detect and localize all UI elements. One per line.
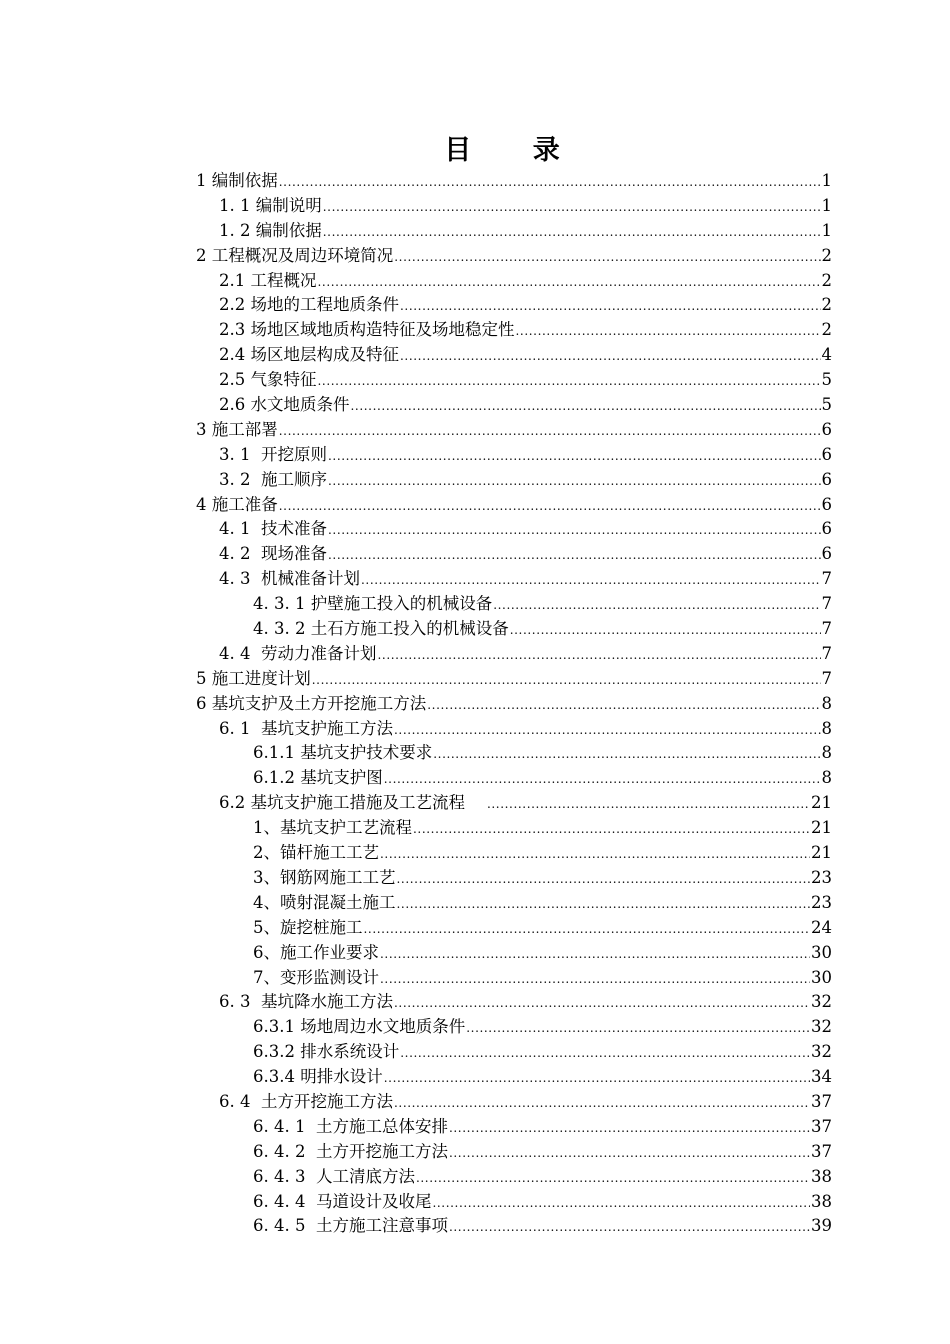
toc-entry[interactable] bbox=[0, 567, 950, 592]
toc-entry-label: 6. 4. 5 土方施工注意事项 bbox=[253, 1216, 448, 1236]
toc-entry-page-number: 23 bbox=[811, 867, 832, 887]
toc-dot-leader bbox=[377, 643, 820, 668]
toc-entry-page-number: 21 bbox=[811, 843, 832, 863]
toc-entry[interactable] bbox=[0, 418, 950, 443]
toc-entry-label: 2.3 场地区域地质构造特征及场地稳定性 bbox=[219, 320, 515, 340]
toc-entry-label: 1. 1 编制说明 bbox=[219, 195, 322, 215]
toc-entry[interactable] bbox=[0, 1165, 950, 1190]
toc-entry[interactable] bbox=[0, 841, 950, 866]
toc-dot-leader bbox=[328, 518, 821, 543]
toc-entry-page-number: 8 bbox=[821, 768, 832, 788]
toc-entry[interactable] bbox=[0, 642, 950, 667]
toc-dot-leader bbox=[413, 817, 810, 842]
toc-entry-page-number: 8 bbox=[821, 718, 832, 738]
toc-dot-leader bbox=[394, 245, 820, 270]
toc-entry-page-number: 38 bbox=[811, 1191, 832, 1211]
toc-entry-page-number: 2 bbox=[821, 270, 832, 290]
toc-dot-leader bbox=[397, 867, 811, 892]
toc-entry[interactable] bbox=[0, 443, 950, 468]
toc-entry-label: 3. 1 开挖原则 bbox=[219, 444, 327, 464]
toc-entry-label: 6、施工作业要求 bbox=[253, 942, 379, 962]
toc-dot-leader bbox=[328, 444, 821, 469]
toc-entry[interactable] bbox=[0, 741, 950, 766]
toc-entry-page-number: 4 bbox=[821, 345, 832, 365]
toc-entry-page-number: 1 bbox=[821, 171, 832, 190]
toc-entry-label: 6.3.2 排水系统设计 bbox=[253, 1042, 400, 1062]
toc-entry-page-number: 6 bbox=[821, 494, 832, 514]
toc-dot-leader bbox=[394, 991, 810, 1016]
toc-entry-page-number: 6 bbox=[821, 544, 832, 564]
toc-entry-label: 4、喷射混凝土施工 bbox=[253, 892, 396, 912]
toc-dot-leader bbox=[279, 494, 821, 519]
toc-entry[interactable] bbox=[0, 916, 950, 941]
toc-dot-leader bbox=[493, 593, 820, 618]
toc-entry-label: 6. 4. 3 人工清底方法 bbox=[253, 1166, 415, 1186]
toc-dot-leader bbox=[279, 419, 821, 444]
toc-entry-label: 6. 1 基坑支护施工方法 bbox=[219, 718, 393, 738]
toc-entry-page-number: 24 bbox=[811, 917, 832, 937]
toc-dot-leader bbox=[364, 917, 811, 942]
toc-entry[interactable] bbox=[0, 692, 950, 717]
toc-entry-page-number: 2 bbox=[821, 295, 832, 315]
toc-entry[interactable] bbox=[0, 816, 950, 841]
toc-dot-leader bbox=[328, 469, 821, 494]
toc-entry-label: 4. 1 技术准备 bbox=[219, 519, 327, 539]
toc-entry-page-number: 32 bbox=[811, 1017, 832, 1037]
toc-entry-page-number: 6 bbox=[821, 444, 832, 464]
toc-entry-page-number: 39 bbox=[811, 1216, 832, 1236]
toc-dot-leader bbox=[400, 344, 821, 369]
toc-entry[interactable] bbox=[0, 219, 950, 244]
toc-dot-leader bbox=[312, 668, 821, 693]
toc-entry-label: 6. 4. 1 土方施工总体安排 bbox=[253, 1116, 448, 1136]
toc-entry-label: 6. 4. 4 马道设计及收尾 bbox=[253, 1191, 432, 1211]
toc-dot-leader bbox=[279, 170, 821, 195]
toc-entry[interactable] bbox=[0, 941, 950, 966]
toc-dot-leader bbox=[351, 394, 821, 419]
toc-entry[interactable] bbox=[0, 194, 950, 219]
toc-entry-page-number: 37 bbox=[811, 1141, 832, 1161]
toc-entry[interactable] bbox=[0, 592, 950, 617]
toc-dot-leader bbox=[380, 967, 810, 992]
toc-entry-label: 4. 3 机械准备计划 bbox=[219, 569, 360, 589]
toc-entry[interactable] bbox=[0, 1015, 950, 1040]
toc-dot-leader bbox=[384, 1066, 810, 1091]
toc-dot-leader bbox=[380, 942, 810, 967]
toc-entry-page-number: 7 bbox=[821, 619, 832, 639]
toc-entry-page-number: 1 bbox=[821, 195, 832, 215]
toc-entry-label: 5 施工进度计划 bbox=[196, 668, 311, 688]
toc-entry-label: 6.2 基坑支护施工措施及工艺流程 bbox=[219, 793, 486, 813]
toc-entry-page-number: 23 bbox=[811, 892, 832, 912]
toc-entry-page-number: 5 bbox=[821, 370, 832, 390]
toc-dot-leader bbox=[449, 1116, 810, 1141]
toc-dot-leader bbox=[361, 568, 821, 593]
toc-entry-label: 6.1.1 基坑支护技术要求 bbox=[253, 743, 433, 763]
toc-entry-page-number: 32 bbox=[811, 1042, 832, 1062]
toc-entry-label: 3、钢筋网施工工艺 bbox=[253, 867, 396, 887]
toc-list bbox=[0, 169, 950, 1239]
toc-entry[interactable] bbox=[0, 368, 950, 393]
toc-dot-leader bbox=[400, 1041, 810, 1066]
toc-entry[interactable] bbox=[0, 966, 950, 991]
toc-entry-page-number: 38 bbox=[811, 1166, 832, 1186]
toc-entry-page-number: 8 bbox=[821, 743, 832, 763]
toc-entry-label: 6. 3 基坑降水施工方法 bbox=[219, 992, 393, 1012]
toc-entry-label: 6. 4 土方开挖施工方法 bbox=[219, 1091, 393, 1111]
toc-entry-page-number: 6 bbox=[821, 419, 832, 439]
toc-entry[interactable] bbox=[0, 866, 950, 891]
toc-dot-leader bbox=[380, 842, 810, 867]
toc-entry[interactable] bbox=[0, 542, 950, 567]
toc-dot-leader bbox=[510, 618, 821, 643]
toc-entry-page-number: 32 bbox=[811, 992, 832, 1012]
toc-entry-label: 7、变形监测设计 bbox=[253, 967, 379, 987]
toc-entry[interactable] bbox=[0, 667, 950, 692]
toc-entry-page-number: 21 bbox=[811, 818, 832, 838]
toc-dot-leader bbox=[416, 1166, 810, 1191]
toc-title: 目 录 bbox=[444, 135, 586, 166]
toc-dot-leader bbox=[400, 294, 821, 319]
toc-entry-page-number: 7 bbox=[821, 668, 832, 688]
toc-entry-label: 2.1 工程概况 bbox=[219, 270, 317, 290]
toc-dot-leader bbox=[318, 270, 821, 295]
toc-entry[interactable] bbox=[0, 1040, 950, 1065]
toc-dot-leader bbox=[318, 369, 821, 394]
toc-entry[interactable] bbox=[0, 617, 950, 642]
toc-entry[interactable] bbox=[0, 990, 950, 1015]
toc-entry-label: 1 编制依据 bbox=[196, 171, 278, 190]
toc-entry-label: 5、旋挖桩施工 bbox=[253, 917, 363, 937]
toc-entry-label: 6.3.1 场地周边水文地质条件 bbox=[253, 1017, 466, 1037]
toc-entry-label: 3 施工部署 bbox=[196, 419, 278, 439]
toc-entry[interactable] bbox=[0, 791, 950, 816]
toc-entry-page-number: 7 bbox=[821, 643, 832, 663]
toc-entry-label: 2、锚杆施工工艺 bbox=[253, 843, 379, 863]
toc-entry-label: 4. 3. 1 护壁施工投入的机械设备 bbox=[253, 594, 493, 614]
toc-dot-leader bbox=[427, 693, 820, 718]
toc-entry-page-number: 2 bbox=[821, 245, 832, 265]
toc-entry[interactable] bbox=[0, 393, 950, 418]
toc-entry-label: 6. 4. 2 土方开挖施工方法 bbox=[253, 1141, 448, 1161]
toc-entry[interactable] bbox=[0, 318, 950, 343]
toc-entry-label: 2.6 水文地质条件 bbox=[219, 395, 350, 415]
toc-entry-label: 2 工程概况及周边环境简况 bbox=[196, 245, 394, 265]
toc-entry-page-number: 1 bbox=[821, 220, 832, 240]
toc-entry-label: 3. 2 施工顺序 bbox=[219, 469, 327, 489]
toc-entry-label: 1. 2 编制依据 bbox=[219, 220, 322, 240]
toc-dot-leader bbox=[449, 1141, 810, 1166]
toc-entry-label: 4. 4 劳动力准备计划 bbox=[219, 643, 377, 663]
toc-entry[interactable] bbox=[0, 343, 950, 368]
toc-entry[interactable] bbox=[0, 1065, 950, 1090]
toc-entry-label: 4 施工准备 bbox=[196, 494, 278, 514]
toc-entry-page-number: 21 bbox=[811, 793, 832, 813]
toc-entry-page-number: 5 bbox=[821, 395, 832, 415]
toc-entry[interactable] bbox=[0, 1140, 950, 1165]
toc-dot-leader bbox=[466, 1016, 810, 1041]
toc-dot-leader bbox=[487, 792, 810, 817]
toc-entry[interactable] bbox=[0, 1190, 950, 1215]
toc-entry-page-number: 6 bbox=[821, 469, 832, 489]
toc-entry[interactable] bbox=[0, 169, 950, 194]
toc-entry-label: 2.4 场区地层构成及特征 bbox=[219, 345, 399, 365]
toc-entry-label: 2.5 气象特征 bbox=[219, 370, 317, 390]
toc-entry[interactable] bbox=[0, 244, 950, 269]
toc-dot-leader bbox=[397, 892, 811, 917]
toc-entry-page-number: 2 bbox=[821, 320, 832, 340]
toc-dot-leader bbox=[432, 1191, 810, 1216]
toc-entry-label: 1、基坑支护工艺流程 bbox=[253, 818, 412, 838]
toc-entry-page-number: 34 bbox=[811, 1067, 832, 1087]
toc-entry[interactable] bbox=[0, 468, 950, 493]
toc-entry-page-number: 8 bbox=[821, 693, 832, 713]
toc-entry-page-number: 37 bbox=[811, 1091, 832, 1111]
toc-entry-page-number: 37 bbox=[811, 1116, 832, 1136]
toc-entry-label: 2.2 场地的工程地质条件 bbox=[219, 295, 399, 315]
toc-entry-label: 6.1.2 基坑支护图 bbox=[253, 768, 383, 788]
toc-entry[interactable] bbox=[0, 517, 950, 542]
toc-entry-label: 4. 3. 2 土石方施工投入的机械设备 bbox=[253, 619, 509, 639]
toc-entry-label: 4. 2 现场准备 bbox=[219, 544, 327, 564]
toc-dot-leader bbox=[449, 1215, 810, 1240]
toc-entry-page-number: 6 bbox=[821, 519, 832, 539]
toc-dot-leader bbox=[384, 767, 821, 792]
toc-dot-leader bbox=[323, 220, 821, 245]
toc-dot-leader bbox=[516, 319, 821, 344]
toc-entry[interactable] bbox=[0, 1090, 950, 1115]
toc-entry-page-number: 30 bbox=[811, 942, 832, 962]
toc-dot-leader bbox=[394, 718, 821, 743]
toc-entry-label: 6 基坑支护及土方开挖施工方法 bbox=[196, 693, 427, 713]
toc-entry[interactable] bbox=[0, 293, 950, 318]
toc-dot-leader bbox=[328, 543, 821, 568]
toc-entry[interactable] bbox=[0, 717, 950, 742]
toc-entry-page-number: 7 bbox=[821, 569, 832, 589]
toc-entry[interactable] bbox=[0, 766, 950, 791]
toc-entry[interactable] bbox=[0, 269, 950, 294]
toc-entry-label: 6.3.4 明排水设计 bbox=[253, 1067, 383, 1087]
toc-entry[interactable] bbox=[0, 1214, 950, 1239]
toc-dot-leader bbox=[433, 742, 820, 767]
toc-entry[interactable] bbox=[0, 493, 950, 518]
toc-entry-page-number: 30 bbox=[811, 967, 832, 987]
toc-dot-leader bbox=[323, 195, 821, 220]
toc-entry[interactable] bbox=[0, 1115, 950, 1140]
toc-dot-leader bbox=[394, 1091, 810, 1116]
toc-entry[interactable] bbox=[0, 891, 950, 916]
toc-entry-page-number: 7 bbox=[821, 594, 832, 614]
